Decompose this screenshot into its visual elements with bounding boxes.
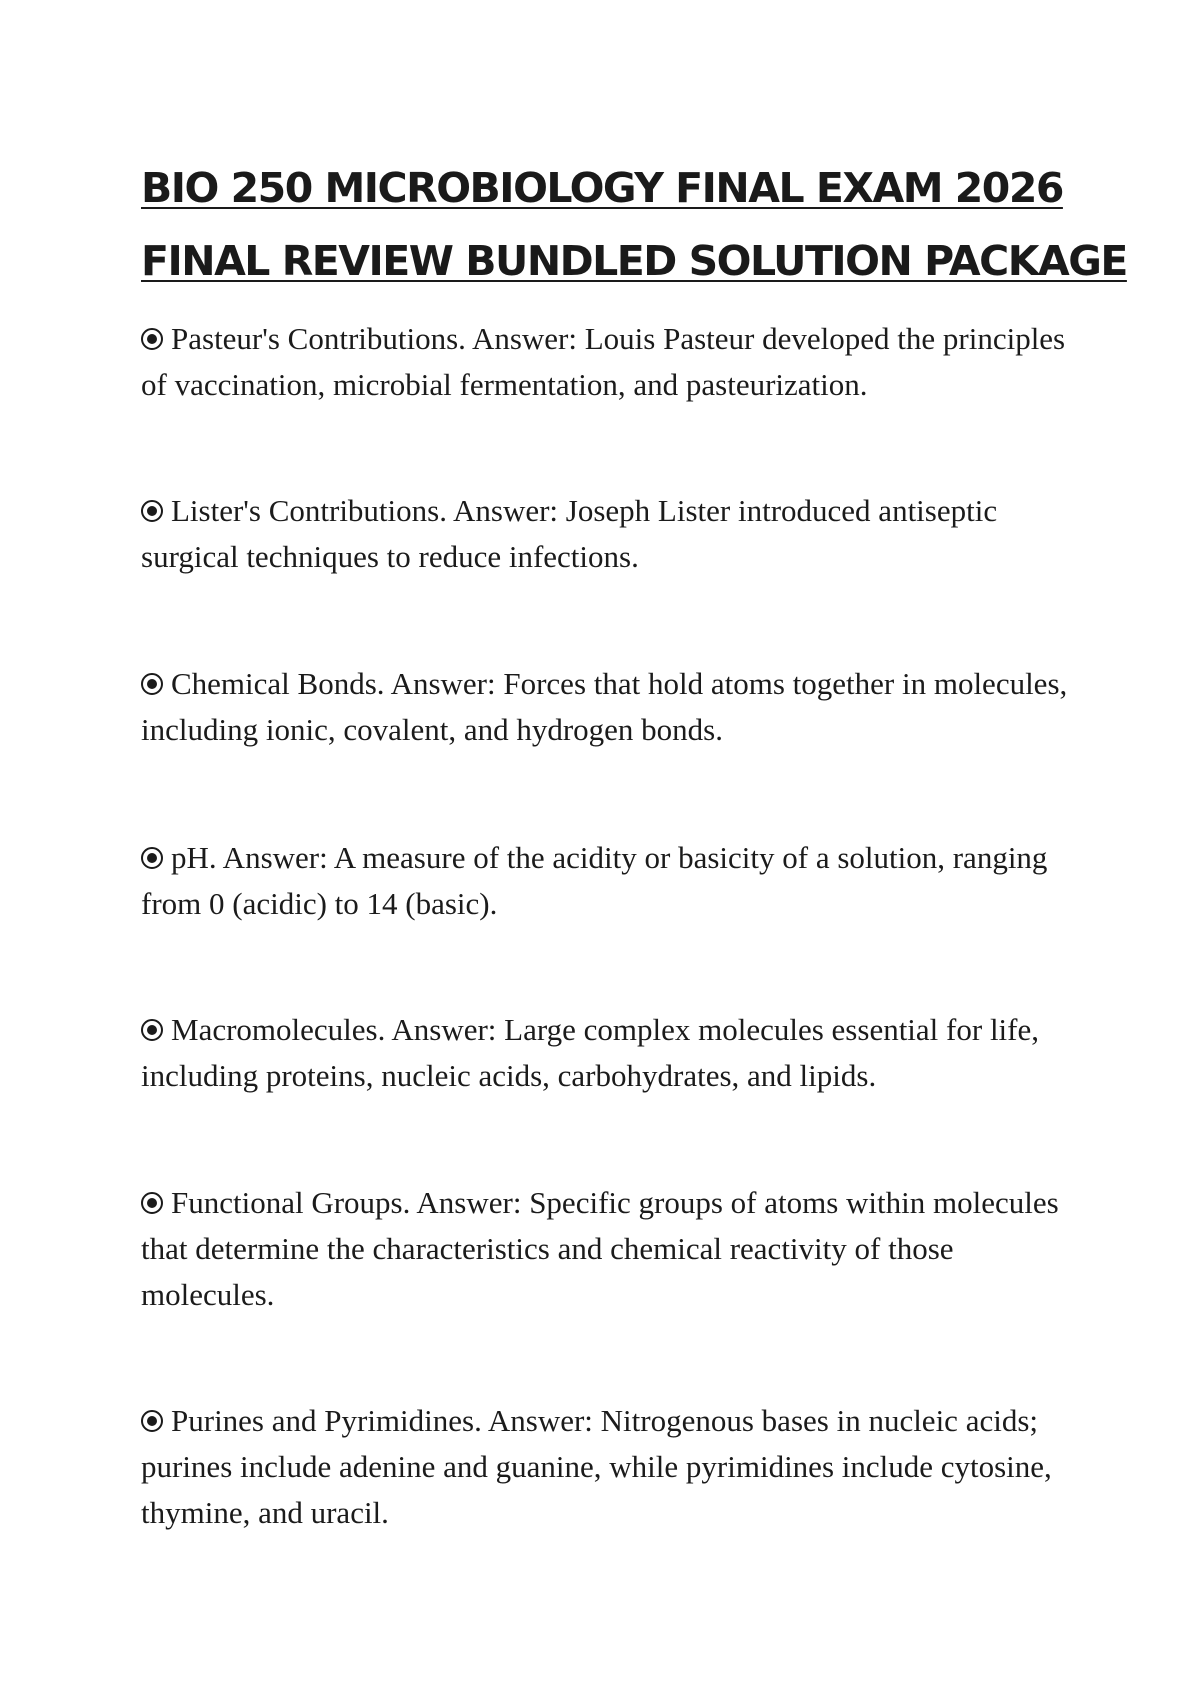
fisheye-bullet-icon (141, 1192, 163, 1214)
qa-item: Pasteur's Contributions. Answer: Louis Pasteur developed the principles of vaccination, microbial fermentation, and pasteurization. (141, 321, 1066, 402)
fisheye-bullet-icon (141, 1019, 163, 1041)
title-line-1: BIO 250 MICROBIOLOGY FINAL EXAM 2026 (141, 164, 1063, 212)
fisheye-bullet-icon (141, 847, 163, 869)
fisheye-bullet-icon (141, 500, 163, 522)
qa-item: Purines and Pyrimidines. Answer: Nitrogenous bases in nucleic acids; purines include adenine and guanine, while pyrimidines include cytosine, thymine, and uracil. (141, 1403, 1052, 1530)
qa-item: Lister's Contributions. Answer: Joseph Lister introduced antiseptic surgical techniques to reduce infections. (141, 493, 998, 574)
qa-item: pH. Answer: A measure of the acidity or basicity of a solution, ranging from 0 (acidic) to 14 (basic). (141, 840, 1048, 921)
fisheye-bullet-icon (141, 1410, 163, 1432)
title-line-2: FINAL REVIEW BUNDLED SOLUTION PACKAGE (141, 237, 1127, 285)
qa-item: Chemical Bonds. Answer: Forces that hold atoms together in molecules, including ionic, covalent, and hydrogen bonds. (141, 666, 1068, 747)
qa-item: Functional Groups. Answer: Specific groups of atoms within molecules that determine the characteristics and chemical reactivity of those molecules. (141, 1185, 1059, 1312)
fisheye-bullet-icon (141, 673, 163, 695)
qa-item: Macromolecules. Answer: Large complex molecules essential for life, including proteins, nucleic acids, carbohydrates, and lipids. (141, 1012, 1039, 1093)
document-title (141, 152, 1127, 298)
fisheye-bullet-icon (141, 328, 163, 350)
